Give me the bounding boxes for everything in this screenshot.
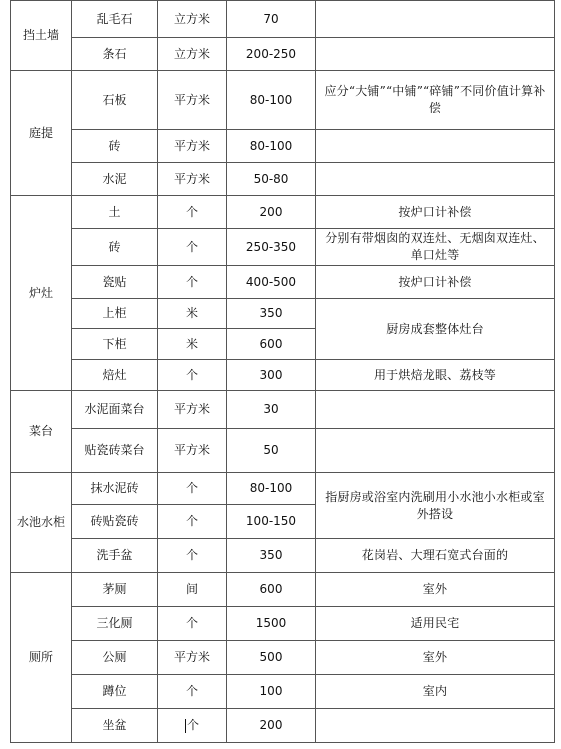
table-row <box>11 71 555 130</box>
note-cell: 室外 <box>316 573 555 607</box>
table-row <box>11 38 555 71</box>
price-cell: 350 <box>227 299 316 329</box>
note-cell: 室外 <box>316 641 555 675</box>
table-row <box>11 607 555 641</box>
price-cell: 100-150 <box>227 505 316 539</box>
unit-cell: 个 <box>158 505 227 539</box>
note-cell: 室内 <box>316 675 555 709</box>
price-cell: 600 <box>227 573 316 607</box>
note-cell <box>316 163 555 196</box>
price-cell: 500 <box>227 641 316 675</box>
item-cell: 蹲位 <box>72 675 158 709</box>
unit-cell: 个 <box>158 607 227 641</box>
category-cell: 挡土墙 <box>11 1 72 71</box>
price-cell: 250-350 <box>227 229 316 266</box>
table-row <box>11 299 555 329</box>
unit-cell: 立方米 <box>158 1 227 38</box>
unit-cell: 个 <box>158 229 227 266</box>
unit-cell: 平方米 <box>158 391 227 429</box>
note-cell <box>316 130 555 163</box>
compensation-table <box>10 0 555 743</box>
unit-text: 个 <box>186 718 199 732</box>
item-cell: 砖 <box>72 229 158 266</box>
unit-cell: 平方米 <box>158 641 227 675</box>
item-cell: 水泥面菜台 <box>72 391 158 429</box>
note-cell: 分别有带烟囱的双连灶、无烟囱双连灶、单口灶等 <box>316 229 555 266</box>
table-row <box>11 641 555 675</box>
unit-cell: 个 <box>158 196 227 229</box>
unit-cell: 个 <box>158 473 227 505</box>
note-cell: 适用民宅 <box>316 607 555 641</box>
unit-cell <box>158 709 227 743</box>
price-cell: 300 <box>227 360 316 391</box>
item-cell: 石板 <box>72 71 158 130</box>
note-cell <box>316 709 555 743</box>
category-cell: 水池水柜 <box>11 473 72 573</box>
item-cell: 砖 <box>72 130 158 163</box>
unit-cell: 个 <box>158 675 227 709</box>
item-cell: 水泥 <box>72 163 158 196</box>
item-cell: 三化厕 <box>72 607 158 641</box>
table-row <box>11 163 555 196</box>
unit-cell: 个 <box>158 360 227 391</box>
unit-cell: 平方米 <box>158 429 227 473</box>
table-row <box>11 539 555 573</box>
note-cell <box>316 38 555 71</box>
note-cell: 按炉口计补偿 <box>316 196 555 229</box>
unit-cell: 米 <box>158 299 227 329</box>
item-cell: 上柜 <box>72 299 158 329</box>
note-cell: 用于烘焙龙眼、荔枝等 <box>316 360 555 391</box>
price-cell: 200-250 <box>227 38 316 71</box>
unit-cell: 平方米 <box>158 71 227 130</box>
note-cell: 指厨房或浴室内洗刷用小水池小水柜或室外搭设 <box>316 473 555 539</box>
unit-cell: 平方米 <box>158 163 227 196</box>
item-cell: 抹水泥砖 <box>72 473 158 505</box>
note-cell: 厨房成套整体灶台 <box>316 299 555 360</box>
item-cell: 坐盆 <box>72 709 158 743</box>
category-cell: 炉灶 <box>11 196 72 391</box>
note-cell: 花岗岩、大理石宽式台面的 <box>316 539 555 573</box>
price-cell: 50-80 <box>227 163 316 196</box>
table-row <box>11 573 555 607</box>
table-row <box>11 429 555 473</box>
item-cell: 瓷贴 <box>72 266 158 299</box>
item-cell: 茅厕 <box>72 573 158 607</box>
price-cell: 100 <box>227 675 316 709</box>
item-cell: 焙灶 <box>72 360 158 391</box>
table-row <box>11 360 555 391</box>
note-cell: 按炉口计补偿 <box>316 266 555 299</box>
price-cell: 600 <box>227 329 316 360</box>
category-cell: 厕所 <box>11 573 72 743</box>
table-row <box>11 473 555 505</box>
price-cell: 80-100 <box>227 130 316 163</box>
item-cell: 贴瓷砖菜台 <box>72 429 158 473</box>
note-cell <box>316 429 555 473</box>
unit-cell: 米 <box>158 329 227 360</box>
note-cell <box>316 391 555 429</box>
table-row <box>11 675 555 709</box>
unit-cell: 立方米 <box>158 38 227 71</box>
price-cell: 1500 <box>227 607 316 641</box>
category-cell: 庭提 <box>11 71 72 196</box>
price-cell: 30 <box>227 391 316 429</box>
text-cursor <box>185 719 186 733</box>
table-row <box>11 391 555 429</box>
price-cell: 350 <box>227 539 316 573</box>
price-cell: 70 <box>227 1 316 38</box>
item-cell: 下柜 <box>72 329 158 360</box>
item-cell: 乱毛石 <box>72 1 158 38</box>
item-cell: 砖贴瓷砖 <box>72 505 158 539</box>
note-cell: 应分“大铺”“中铺”“碎铺”不同价值计算补偿 <box>316 71 555 130</box>
item-cell: 土 <box>72 196 158 229</box>
price-cell: 400-500 <box>227 266 316 299</box>
table-row <box>11 266 555 299</box>
unit-cell: 个 <box>158 539 227 573</box>
note-cell <box>316 1 555 38</box>
unit-cell: 个 <box>158 266 227 299</box>
price-cell: 50 <box>227 429 316 473</box>
item-cell: 洗手盆 <box>72 539 158 573</box>
category-cell: 菜台 <box>11 391 72 473</box>
price-cell: 80-100 <box>227 71 316 130</box>
price-cell: 200 <box>227 709 316 743</box>
price-cell: 80-100 <box>227 473 316 505</box>
item-cell: 条石 <box>72 38 158 71</box>
unit-cell: 平方米 <box>158 130 227 163</box>
item-cell: 公厕 <box>72 641 158 675</box>
price-cell: 200 <box>227 196 316 229</box>
table-row <box>11 196 555 229</box>
table-row <box>11 1 555 38</box>
unit-cell: 间 <box>158 573 227 607</box>
table-row <box>11 709 555 743</box>
table-row <box>11 130 555 163</box>
table-row <box>11 229 555 266</box>
